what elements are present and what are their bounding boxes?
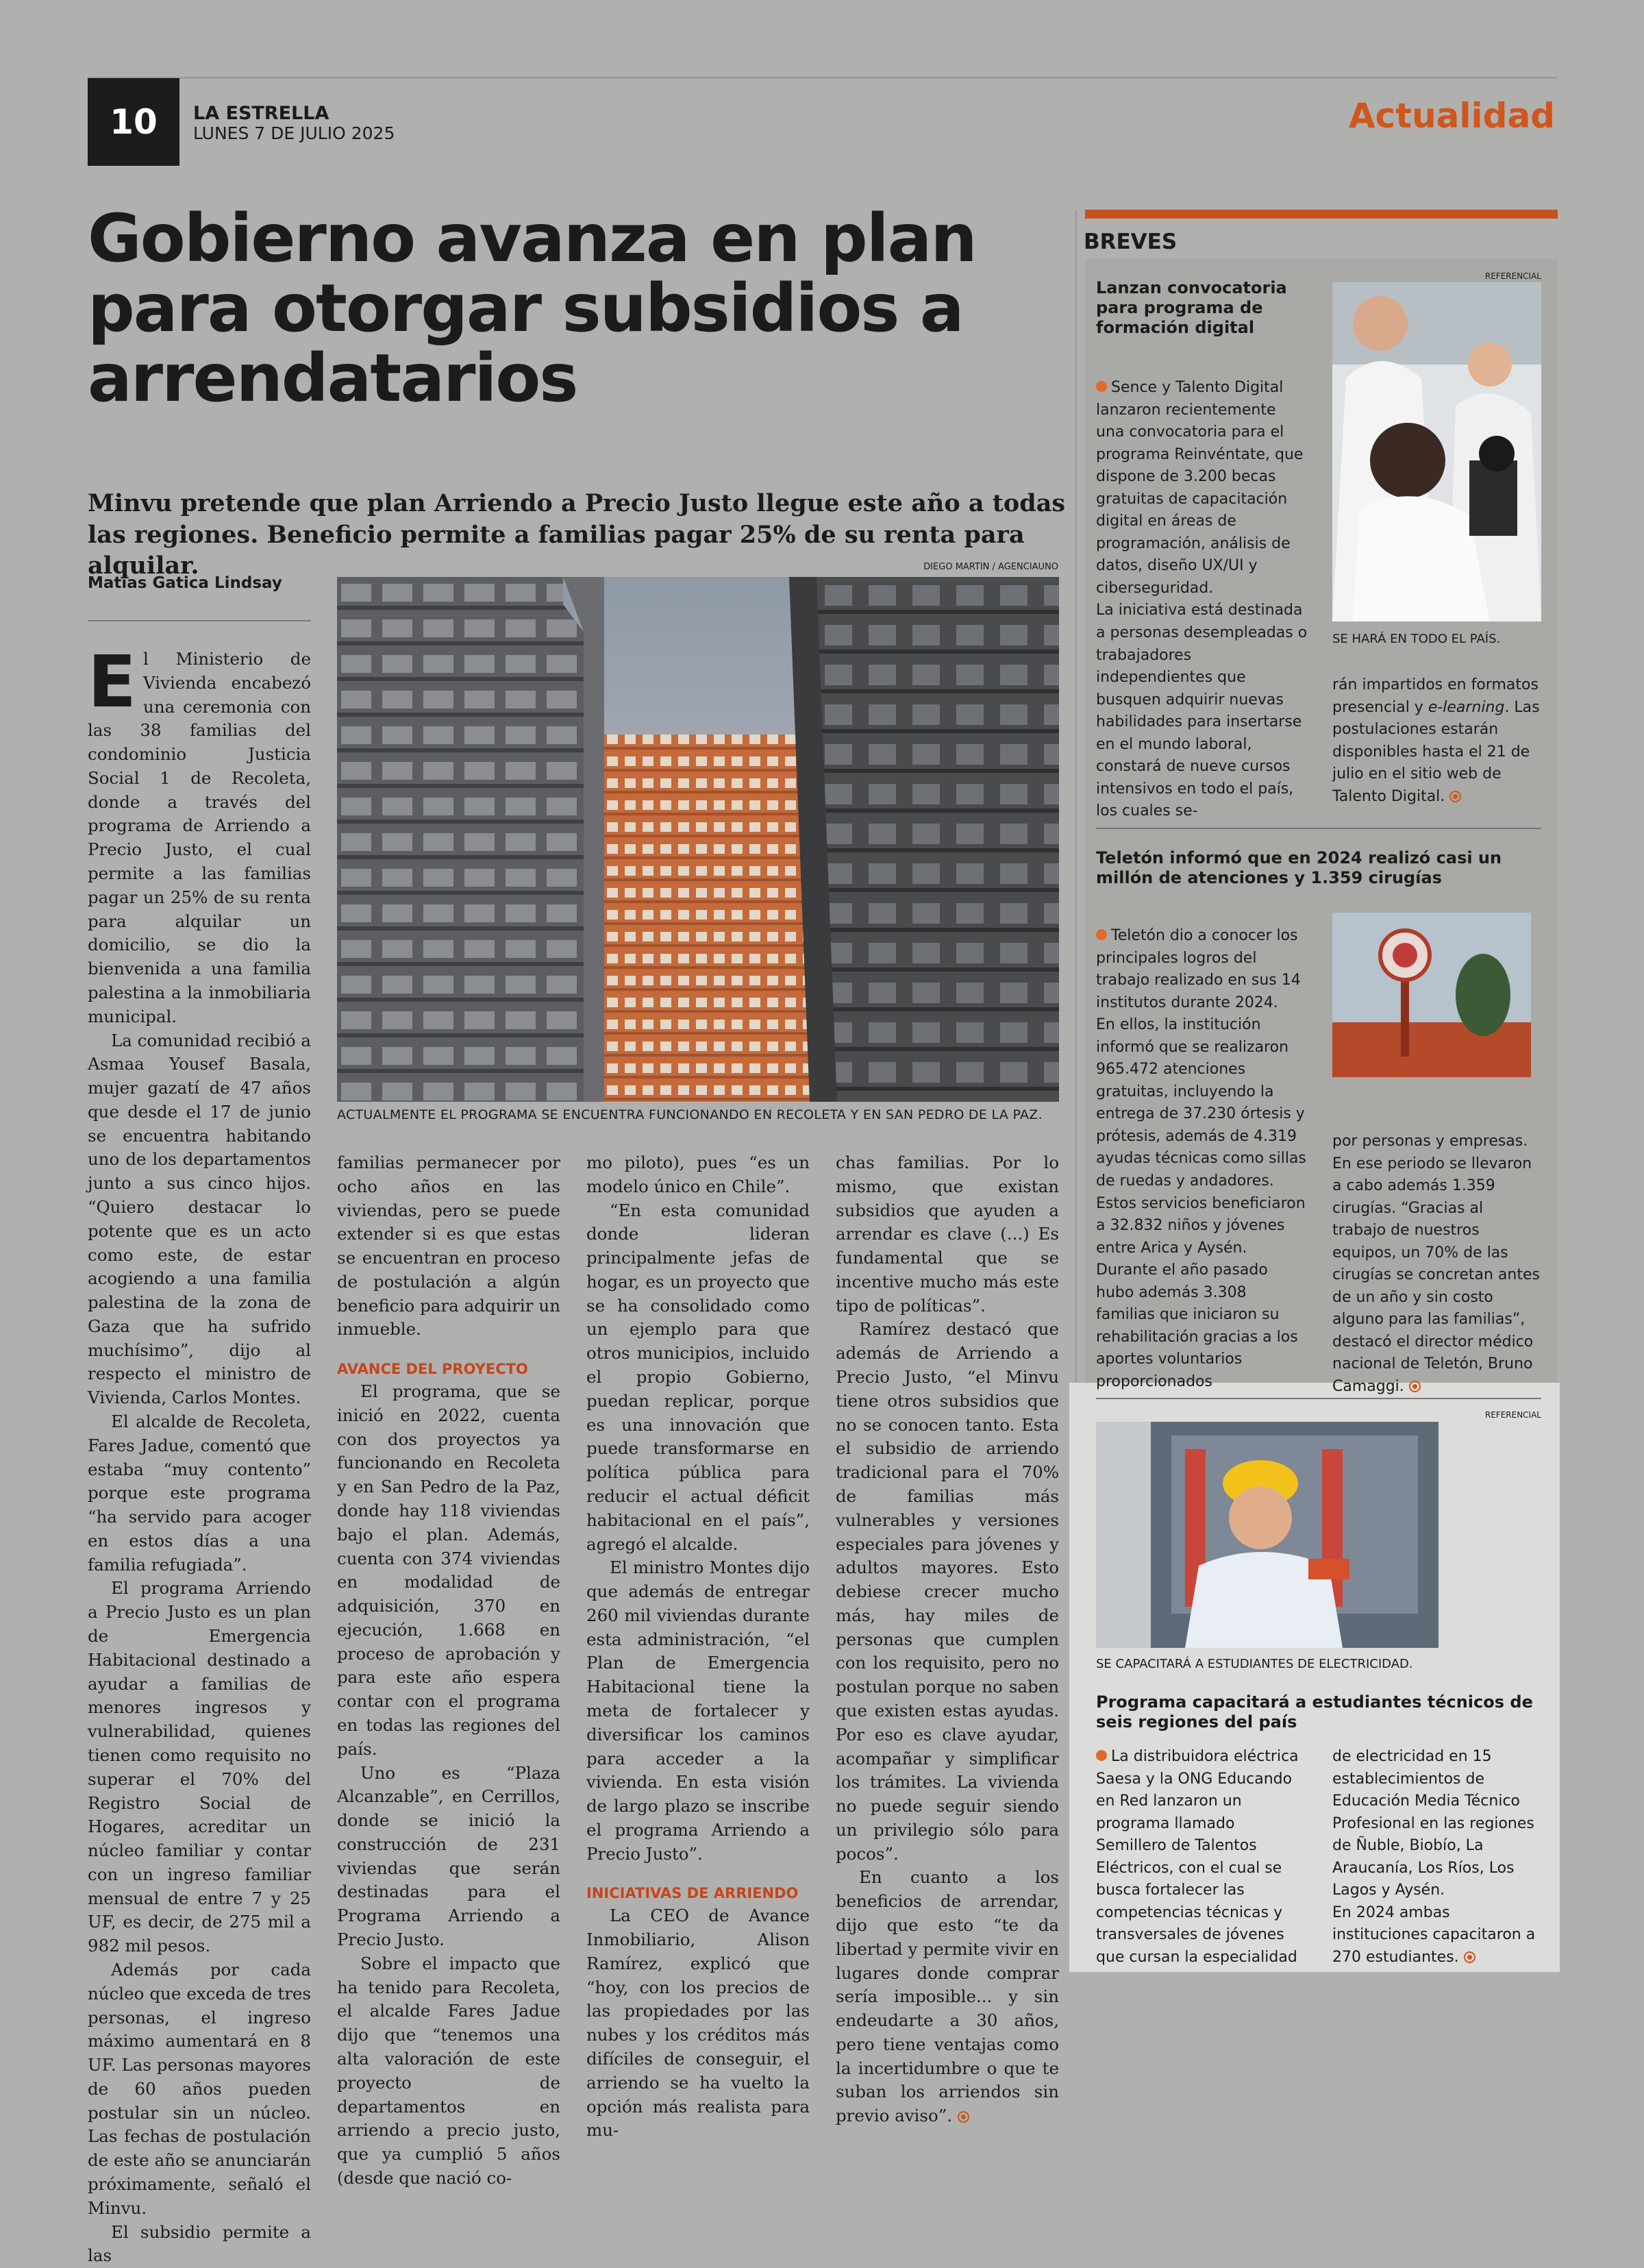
paragraph: En cuanto a los beneficios de arrendar, dijo que esto “te da libertad y permite vivir en lugares donde comprar sería imposible... y sin endeudarte a 30 años, pero tiene ventajas como la incertidumbre o que te suban los arriendos sin previo aviso”. bbox=[836, 1867, 1059, 2126]
breve-paragraph: En ellos, la institución informó que se realizaron 965.472 atenciones gratuitas, incluyendo la entrega de 37.230 órtesis y prótesis, además de 4.319 ayudas técnicas como sillas de ruedas y andadores. bbox=[1096, 1016, 1306, 1190]
publication-name: LA ESTRELLA bbox=[193, 103, 329, 124]
headline-line: arrendatarios bbox=[88, 339, 577, 417]
paragraph: Uno es “Plaza Alcanzable”, en Cerrillos, donde se inició la construcción de 231 viviendas que serán destinadas para el Programa Arriendo a Precio Justo. bbox=[337, 1762, 560, 1950]
breve-paragraph: La iniciativa está destinada a personas desempleadas o trabajadores independientes que busquen adquirir nuevas habilidades para insertarse en el mundo laboral, constará de nueve cursos intensivos en todo el país, los cuales se- bbox=[1096, 602, 1308, 820]
breve-paragraph: La distribuidora eléctrica Saesa y la ONG Educando en Red lanzaron un programa llamado Semillero de Talentos Eléctricos, con el cual se busca fortalecer las competencias técnicas y transversales de jóvenes que cursan la especialidad bbox=[1096, 1748, 1299, 1966]
breve-paragraph: En 2024 ambas instituciones capacitaron a 270 estudiantes. bbox=[1332, 1903, 1536, 1966]
breve-photo-caption: SE HARÁ EN TODO EL PAÍS. bbox=[1332, 632, 1501, 646]
breve-separator bbox=[1096, 1398, 1541, 1399]
breve-headline: Teletón informó que en 2024 realizó casi un millón de atenciones y 1.359 cirugías bbox=[1096, 848, 1502, 887]
paragraph: El alcalde de Recoleta, Fares Jadue, comentó que estaba “muy contento” porque este programa “ha servido para acoger en estos días a una familia refugiada”. bbox=[88, 1412, 311, 1575]
breve-text bbox=[1096, 1746, 1308, 1969]
author-byline: Matías Gatica Lindsay bbox=[88, 574, 282, 592]
end-mark-icon bbox=[1464, 1951, 1475, 1963]
drop-cap: E bbox=[88, 640, 137, 724]
publication-date: LUNES 7 DE JULIO 2025 bbox=[193, 123, 395, 143]
byline-rule bbox=[88, 620, 311, 621]
bullet-icon bbox=[1096, 929, 1107, 940]
paragraph: El programa Arriendo a Precio Justo es un plan de Emergencia Habitacional destinado a ayudar a familias de menores ingresos y vulnerabilidad, quienes tienen como requisito no superar el 70% del Registro Social de Hogares, acreditar un núcleo familiar y contar con un ingreso familiar mensual de entre 7 y 25 UF, es decir, de 275 mil a 982 mil pesos. bbox=[88, 1578, 311, 1956]
article-column-4 bbox=[836, 1151, 1059, 2128]
paragraph: La CEO de Avance Inmobiliario, Alison Ramírez, explicó que “hoy, con los precios de las propiedades por las nubes y los créditos más difíciles de conseguir, el arriendo se ha vuelto la opción más realista para mu- bbox=[586, 1906, 810, 2141]
subheading: INICIATIVAS DE ARRIENDO bbox=[586, 1885, 799, 1902]
breve-photo-electric bbox=[1096, 1422, 1541, 1648]
breves-title: BREVES bbox=[1084, 230, 1178, 254]
page-number: 10 bbox=[88, 78, 179, 166]
bullet-icon bbox=[1096, 1750, 1107, 1761]
breve-paragraph: rán impartidos en formatos presencial y bbox=[1332, 676, 1539, 716]
breve-paragraph: por personas y empresas. En ese periodo se llevaron a cabo además 1.359 cirugías. “Gracias al trabajo de nuestros equipos, un 70% de las cirugías se concretan antes de un año y sin costo alguno para las familias”, destacó el director médico nacional de Teletón, Bruno Camaggi. bbox=[1332, 1133, 1540, 1396]
article-column-1 bbox=[88, 640, 311, 2268]
paragraph: Sobre el impacto que ha tenido para Recoleta, el alcalde Fares Jadue dijo que “tenemos una alta valoración de este proyecto de departamentos en arriendo a precio justo, que ya cumplió 5 años (desde que nació co- bbox=[337, 1953, 560, 2188]
end-mark-icon bbox=[1409, 1381, 1421, 1392]
teleton-sign-illustration bbox=[1332, 913, 1531, 1077]
photo-reference-label: REFERENCIAL bbox=[1484, 271, 1541, 281]
paragraph: El programa, que se inició en 2022, cuenta con dos proyectos ya funcionando en Recoleta y en San Pedro de la Paz, donde hay 118 viviendas bajo el plan. Además, cuenta con 374 viviendas en modalidad de adquisición, 370 en ejecución, 1.668 en proceso de aprobación y para este año espera contar con el programa en todas las regiones del país. bbox=[337, 1381, 560, 1759]
end-mark-icon bbox=[958, 2111, 969, 2123]
headline bbox=[88, 200, 1088, 417]
breve-paragraph: Teletón dio a conocer los principales logros del trabajo realizado en sus 14 institutos durante 2024. bbox=[1096, 927, 1301, 1011]
breve-emphasis: e-learning bbox=[1428, 698, 1505, 716]
breves-accent-bar bbox=[1085, 210, 1558, 219]
breve-text bbox=[1332, 1131, 1541, 1398]
headline-line: para otorgar subsidios a bbox=[88, 269, 963, 347]
photo-reference-label: REFERENCIAL bbox=[1484, 1410, 1541, 1420]
apartment-buildings-illustration bbox=[337, 577, 1059, 1102]
paragraph: Ramírez destacó que además de Arriendo a Precio Justo, “el Minvu tiene otros subsidios que no se conocen tanto. Esta el subsidio de arriendo tradicional para el 70% de familias más vulnerables y versiones especiales para jóvenes y adultos mayores. Esto debiese crecer mucho más, hay miles de personas que cumplen con los requisito, pero no postulan porque no saben que existen estas ayudas. Por eso es clave ayudar, acompañar y simplificar los trámites. La vivienda no puede seguir siendo un privilegio sólo para pocos”. bbox=[836, 1319, 1059, 1864]
paragraph: familias permanecer por ocho años en las viviendas, pero se puede extender si es que estas se encuentran en proceso de postulación a algún beneficio para adquirir un inmueble. bbox=[337, 1153, 560, 1340]
photo-credit: DIEGO MARTIN / AGENCIAUNO bbox=[923, 562, 1058, 572]
main-photo bbox=[337, 577, 1059, 1102]
subheadline: Minvu pretende que plan Arriendo a Precio Justo llegue este año a todas las regiones. Beneficio permite a familias pagar 25% de su renta para alquilar. bbox=[88, 489, 1066, 580]
headline-line: Gobierno avanza en plan bbox=[88, 200, 976, 277]
breve-text bbox=[1332, 674, 1541, 808]
breve-paragraph: Durante el año pasado hubo además 3.308 familias que iniciaron su rehabilitación gracias a los aportes voluntarios proporcionados bbox=[1096, 1261, 1298, 1390]
breve-paragraph: Sence y Talento Digital lanzaron recientemente una convocatoria para el programa Reinvéntate, que dispone de 3.200 becas gratuitas de capacitación digital en áreas de programación, análisis de datos, diseño UX/UI y ciberseguridad. bbox=[1096, 379, 1304, 597]
article-column-3 bbox=[586, 1151, 810, 2143]
article-column-2 bbox=[337, 1151, 560, 2191]
breve-photo-caption: SE CAPACITARÁ A ESTUDIANTES DE ELECTRICIDAD. bbox=[1096, 1657, 1413, 1671]
breve-headline: Lanzan convocatoria para programa de formación digital bbox=[1096, 278, 1287, 337]
paragraph: Además por cada núcleo que exceda de tres personas, el ingreso máximo aumentará en 8 UF. Las personas mayores de 60 años pueden postular sin un núcleo. Las fechas de postulación de este año se anunciarán próximamente, señaló el Minvu. bbox=[88, 1959, 311, 2218]
students-microscope-illustration bbox=[1332, 282, 1541, 621]
paragraph: chas familias. Por lo mismo, que existan subsidios que ayuden a arrendar es clave (...) Es fundamental que se incentive mucho más este tipo de políticas”. bbox=[836, 1153, 1059, 1316]
paragraph: El subsidio permite a las bbox=[88, 2221, 311, 2266]
breve-paragraph: . Las postulaciones estarán disponibles hasta el 21 de julio en el sitio web de Talento Digital. bbox=[1332, 698, 1540, 805]
breve-text bbox=[1096, 377, 1308, 823]
breve-paragraph: Estos servicios beneficiaron a 32.832 niños y jóvenes entre Arica y Aysén. bbox=[1096, 1194, 1306, 1257]
paragraph: La comunidad recibió a Asmaa Yousef Basala, mujer gazatí de 47 años que desde el 17 de junio se encuentra habitando uno de los departamentos junto a sus cinco hijos. “Quiero destacar lo potente que es un acto como este, de estar acogiendo a una familia palestina de la zona de Gaza que ha sufrido muchísimo”, dijo al respecto el ministro de Vivienda, Carlos Montes. bbox=[88, 1030, 311, 1408]
paragraph: El ministro Montes dijo que además de entregar 260 mil viviendas durante esta administración, “el Plan de Emergencia Habitacional tiene la meta de fortalecer y diversificar los caminos para acceder a la vivienda. En esta visión de largo plazo se inscribe el programa Arriendo a Precio Justo”. bbox=[586, 1557, 810, 1864]
breve-text bbox=[1096, 925, 1308, 1393]
photo-caption: ACTUALMENTE EL PROGRAMA SE ENCUENTRA FUNCIONANDO EN RECOLETA Y EN SAN PEDRO DE LA PAZ. bbox=[337, 1107, 1043, 1122]
breve-photo-teleton bbox=[1332, 913, 1531, 1077]
paragraph: l Ministerio de Vivienda encabezó una ceremonia con las 38 familias del condominio Justicia Social 1 de Recoleta, donde a través del programa de Arriendo a Precio Justo, el cual permite a las familias pagar un 25% de su renta para alquilar un domicilio, se dio la bienvenida a una familia palestina a la inmobiliaria municipal. bbox=[88, 649, 311, 1026]
breve-paragraph: de electricidad en 15 establecimientos de Educación Media Técnico Profesional en las regiones de Ñuble, Biobío, La Araucanía, Los Ríos, Los Lagos y Aysén. bbox=[1332, 1748, 1534, 1899]
paragraph: mo piloto), pues “es un modelo único en Chile”. bbox=[586, 1153, 810, 1196]
header-rule bbox=[88, 77, 1557, 79]
breve-photo-lab bbox=[1332, 282, 1541, 621]
paragraph: “En esta comunidad donde lideran principalmente jefas de hogar, es un proyecto que se ha consolidado como un ejemplo para que otros municipios, incluido el propio Gobierno, puedan replicar, porque es una innovación que puede transformarse en política pública para reducir el actual déficit habitacional en el país”, agregó el alcalde. bbox=[586, 1200, 810, 1554]
bullet-icon bbox=[1096, 381, 1107, 392]
end-mark-icon bbox=[1449, 791, 1461, 802]
breve-headline: Programa capacitará a estudiantes técnicos de seis regiones del país bbox=[1096, 1692, 1533, 1731]
subheading: AVANCE DEL PROYECTO bbox=[337, 1361, 528, 1378]
breve-separator bbox=[1096, 828, 1541, 829]
breve-text bbox=[1332, 1746, 1541, 1969]
electrician-student-illustration bbox=[1096, 1422, 1541, 1648]
section-title: Actualidad bbox=[1348, 96, 1555, 136]
